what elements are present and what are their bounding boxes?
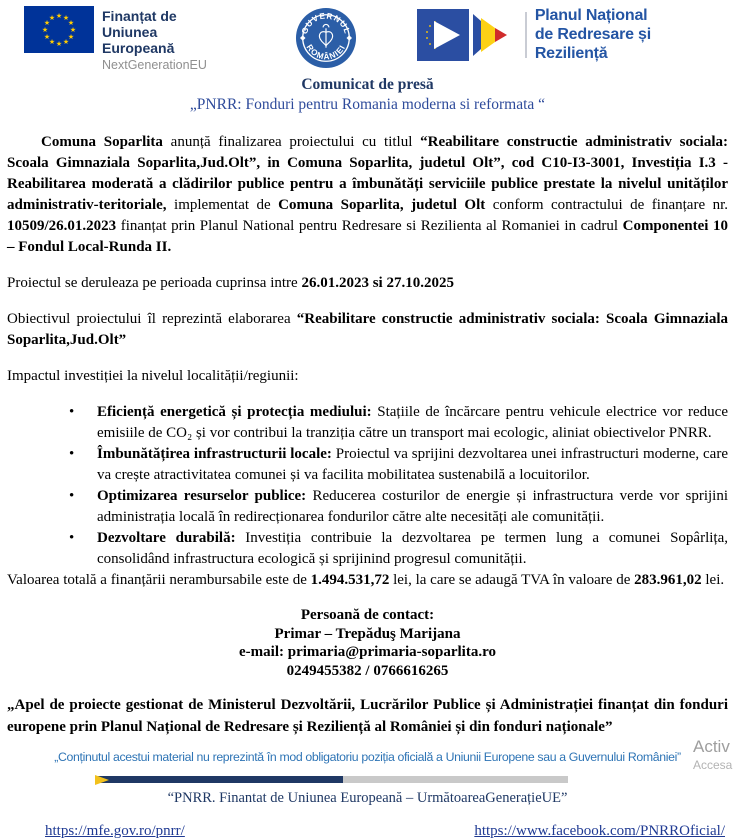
eu-funding-line3: NextGenerationEU <box>102 58 207 72</box>
svg-text:★: ★ <box>41 26 49 34</box>
contact-email: e-mail: primaria@primaria-soparlita.ro <box>239 644 496 660</box>
pnrr-logo-text <box>535 6 727 63</box>
pnrr-logo-line1: Planul Național <box>534 7 648 24</box>
divider-bar-arrow-icon <box>95 775 109 785</box>
contact-phones: 0249455382 / 0766616265 <box>286 662 449 679</box>
watermark-line2: Accesa <box>693 758 733 772</box>
svg-text:★: ★ <box>67 33 75 41</box>
eu-funding-logo <box>24 6 233 73</box>
svg-text:★: ★ <box>55 40 63 48</box>
mfe-gov-link[interactable]: https://mfe.gov.ro/pnrr/ <box>45 823 185 839</box>
pnrr-arrows-icon <box>417 9 517 61</box>
logo-header <box>0 0 735 72</box>
svg-text:★: ★ <box>43 33 51 41</box>
bullet-public-resources: • Optimizarea resurselor publice: Reducerea costurilor de energie și infrastructura verde vor sprijini administrația locală în redirecționarea fondurilor către alte necesități ale comunității. <box>97 486 728 528</box>
paragraph-project-announcement: Comuna Soparlita anunță finalizarea proiectului cu titlul “Reabilitare constructie administrativ sociala: Scoala Gimnaziala Soparlita,Jud.Olt”, in Comuna Soparlita, judetul Olt”, cod C10-I3-3001, Investiția I.3 - Reabilitarea moderată a clădirilor publice pentru a îmbunătăți serviciile publice prestate la nivelul unităților administrativ-teritoriale, implementat de Comuna Soparlita, judetul Olt conform contractului de finanțare nr. 10509/26.01.2023 finanțat prin Planul National pentru Redresare si Rezilienta al Romaniei in cadrul Componentei 10 – Fondul Local-Runda II. <box>7 134 729 255</box>
government-seal-icon <box>295 7 357 69</box>
eu-flag-icon <box>24 6 94 53</box>
svg-text:★: ★ <box>55 12 63 20</box>
paragraph-impact-intro: Impactul investiției la nivelul localității/regiunii: <box>7 368 299 384</box>
eu-funding-line2: Uniunea Europeană <box>102 24 175 56</box>
svg-text:★: ★ <box>62 38 70 46</box>
eu-disclaimer-text: „Conținutul acestui material nu reprezintă în mod obligatoriu poziția oficială a Uniunii Europene sau a Guvernului României” <box>54 750 681 764</box>
svg-text:★: ★ <box>48 38 56 46</box>
impact-bullet-list <box>7 402 728 570</box>
bullet-local-infrastructure: • Îmbunătățirea infrastructurii locale: Proiectul va sprijini dezvoltarea unei infrastructuri moderne, care va crește atractivitatea comunei și va facilita mobilitatea sustenabilă a locuitorilor. <box>97 444 728 486</box>
svg-text:★: ★ <box>67 19 75 27</box>
svg-text:GUVERNUL: GUVERNUL <box>299 11 352 36</box>
svg-text:★: ★ <box>43 19 51 27</box>
divider-bar-gray <box>343 776 568 783</box>
divider-bar-navy <box>95 776 343 783</box>
eu-funding-line1: Finanțat de <box>102 8 177 24</box>
svg-text:ROMÂNIEI: ROMÂNIEI <box>304 42 348 62</box>
pnrr-logo <box>417 6 727 63</box>
document-subtitle: „PNRR: Fonduri pentru Romania moderna si reformata “ <box>189 96 546 113</box>
footer-divider-bar <box>0 776 735 784</box>
paragraph-project-objective: Obiectivul proiectului îl reprezintă elaborarea “Reabilitare constructie administrativ sociala: Scoala Gimnaziala Soparlita,Jud.Olt” <box>7 311 728 348</box>
document-body <box>7 132 728 591</box>
paragraph-project-period: Proiectul se deruleaza pe perioada cuprinsa intre 26.01.2023 si 27.10.2025 <box>7 275 454 291</box>
svg-text:★: ★ <box>62 14 70 22</box>
paragraph-total-value: Valoarea totală a finanțării nerambursabile este de 1.494.531,72 lei, la care se adaugă TVA în valoare de 283.961,02 lei. <box>7 572 725 588</box>
bullet-energy-efficiency: • Eficiență energetică și protecția mediului: Stațiile de încărcare pentru vehicule electrice vor reduce emisiile de CO₂ și vor contribui la tranziția către un transport mai ecologic, aliniat obiectivelor PNRR. <box>97 402 728 444</box>
bullet-sustainable-development: • Dezvoltare durabilă: Investiția contribuie la dezvoltarea pe termen lung a comunei Sopârlița, consolidând infrastructura ecologică și sprijinind progresul comunității. <box>97 528 728 570</box>
romanian-government-seal <box>295 7 357 74</box>
svg-text:★: ★ <box>48 14 56 22</box>
paragraph-ministry-quote: „Apel de proiecte gestionat de Ministerul Dezvoltării, Lucrărilor Publice și Administrației finanțat din fonduri europene prin Planul Național de Redresare și Reziliență al României și din fonduri naționale” <box>7 697 728 735</box>
eu-funding-text <box>102 6 233 73</box>
watermark-line1: Activ <box>693 737 730 756</box>
document-title: Comunicat de presă <box>301 76 434 93</box>
contact-block <box>0 606 735 680</box>
pnrr-logo-divider <box>525 12 527 58</box>
pnrr-footer-slogan: “PNRR. Finantat de Uniunea Europeană – UrmătoareaGenerațieUE” <box>167 790 568 806</box>
pnrr-facebook-link[interactable]: https://www.facebook.com/PNRROficial/ <box>474 823 725 839</box>
pnrr-logo-line2: de Redresare și Reziliență <box>534 26 651 62</box>
contact-heading: Persoană de contact: <box>300 607 435 623</box>
footer-links <box>45 823 725 840</box>
windows-activation-watermark <box>693 736 735 773</box>
contact-name: Primar – Trepăduş Marijana <box>274 625 461 642</box>
svg-text:★: ★ <box>69 26 77 34</box>
